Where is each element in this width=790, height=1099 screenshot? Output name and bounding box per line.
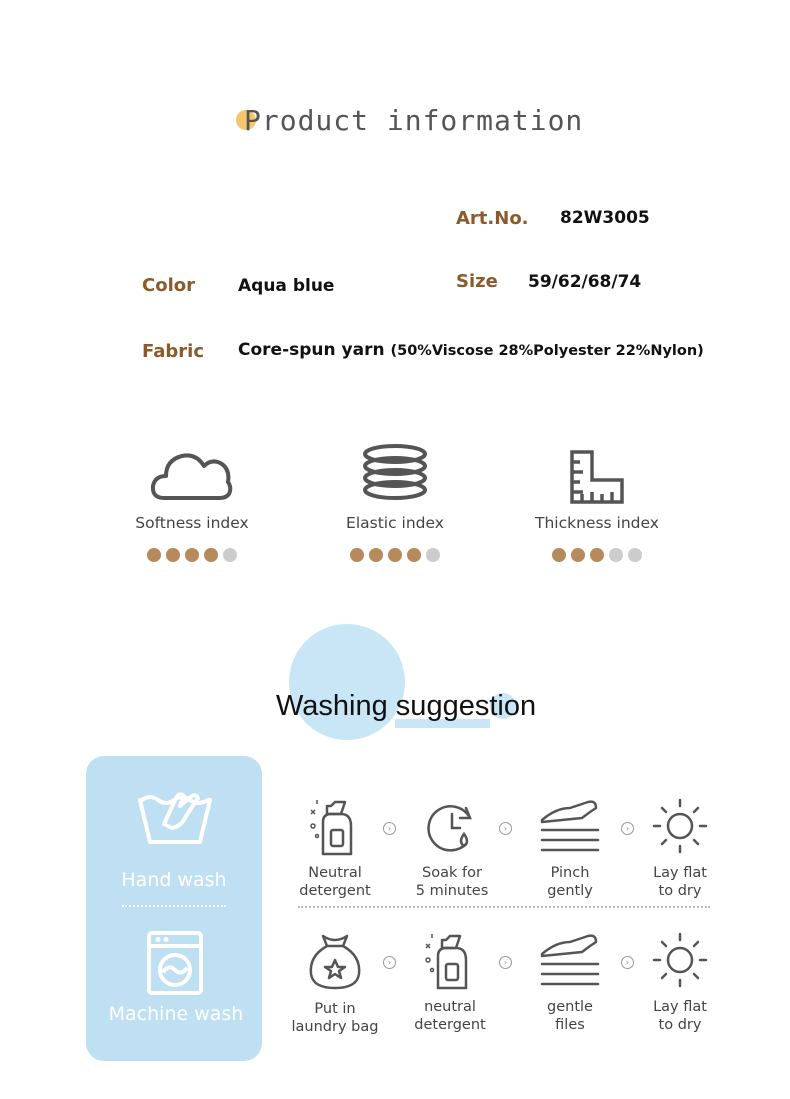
spring-coil-icon [360, 442, 430, 504]
rating-dot-empty [609, 548, 623, 562]
machine-wash-label: Machine wash [108, 1003, 244, 1025]
color-label: Color [142, 275, 195, 296]
softness-index [107, 442, 277, 562]
sun-icon [650, 796, 710, 856]
step-text-1: Soak for [422, 865, 482, 881]
section-title-product: Product information [244, 104, 584, 137]
art-no-value: 82W3005 [560, 208, 650, 228]
hand-wash-label: Hand wash [121, 869, 227, 891]
rating-dot-filled [204, 548, 218, 562]
machine-step-3 [515, 930, 625, 1034]
rating-dot-filled [571, 548, 585, 562]
index-name: Softness index [135, 514, 249, 532]
step-text-2: laundry bag [291, 1019, 379, 1035]
size-value: 59/62/68/74 [528, 272, 642, 292]
hand-press-icon [538, 930, 602, 990]
index-name: Thickness index [535, 514, 659, 532]
step-text-2: detergent [414, 1017, 486, 1033]
section-title-washing: Washing suggestion [276, 690, 537, 722]
rating-dot-filled [552, 548, 566, 562]
thickness-index [512, 442, 682, 562]
sun-icon [650, 930, 710, 990]
color-value: Aqua blue [238, 276, 335, 296]
step-text-2: detergent [299, 883, 371, 899]
rating-dot-filled [185, 548, 199, 562]
step-text-1: Neutral [308, 865, 362, 881]
rating-dot-filled [590, 548, 604, 562]
rating-dot-filled [388, 548, 402, 562]
rating-dot-empty [426, 548, 440, 562]
rating-dot-empty [628, 548, 642, 562]
fabric-material: Core-spun yarn [238, 340, 385, 360]
hand-step-2 [397, 796, 507, 900]
step-text-2: 5 minutes [415, 883, 489, 899]
clock-icon [422, 796, 482, 856]
index-rating [310, 548, 480, 562]
step-arrow-icon: › [499, 822, 512, 835]
row-divider [298, 906, 710, 908]
rating-dot-filled [350, 548, 364, 562]
ruler-icon [567, 442, 627, 504]
hand-step-4 [625, 796, 735, 900]
hand-step-3 [515, 796, 625, 900]
step-text-1: Pinch [550, 865, 590, 881]
washing-machine-icon [146, 930, 204, 996]
fabric-composition: (50%Viscose 28%Polyester 22%Nylon) [390, 343, 704, 359]
panel-divider [122, 905, 226, 907]
step-arrow-icon: › [383, 822, 396, 835]
index-rating [107, 548, 277, 562]
step-text-1: Lay flat [653, 999, 707, 1015]
step-text-2: gently [547, 883, 593, 899]
rating-dot-empty [223, 548, 237, 562]
index-name: Elastic index [346, 514, 444, 532]
step-text-2: to dry [658, 1017, 702, 1033]
step-text-1: gentle [547, 999, 593, 1015]
machine-step-2 [395, 930, 505, 1034]
detergent-bottle-icon [305, 796, 365, 856]
step-text-2: files [555, 1017, 585, 1033]
detergent-bottle-icon [420, 930, 480, 990]
machine-step-1 [280, 930, 390, 1036]
fabric-value [238, 340, 704, 360]
elastic-index [310, 442, 480, 562]
rating-dot-filled [147, 548, 161, 562]
hand-step-1 [280, 796, 390, 900]
machine-step-4 [625, 930, 735, 1034]
rating-dot-filled [166, 548, 180, 562]
step-arrow-icon: › [383, 956, 396, 969]
rating-dot-filled [407, 548, 421, 562]
rating-dot-filled [369, 548, 383, 562]
cloud-icon [150, 442, 234, 504]
step-text-1: Put in [314, 1001, 356, 1017]
art-no-label: Art.No. [456, 208, 529, 229]
fabric-label: Fabric [142, 341, 204, 362]
hand-press-icon [538, 796, 602, 856]
step-arrow-icon: › [499, 956, 512, 969]
hand-wash-basin-icon [136, 786, 214, 848]
step-text-1: Lay flat [653, 865, 707, 881]
size-label: Size [456, 271, 498, 292]
step-arrow-icon: › [621, 822, 634, 835]
step-arrow-icon: › [621, 956, 634, 969]
index-rating [512, 548, 682, 562]
laundry-bag-icon [305, 930, 365, 992]
step-text-2: to dry [658, 883, 702, 899]
step-text-1: neutral [424, 999, 476, 1015]
